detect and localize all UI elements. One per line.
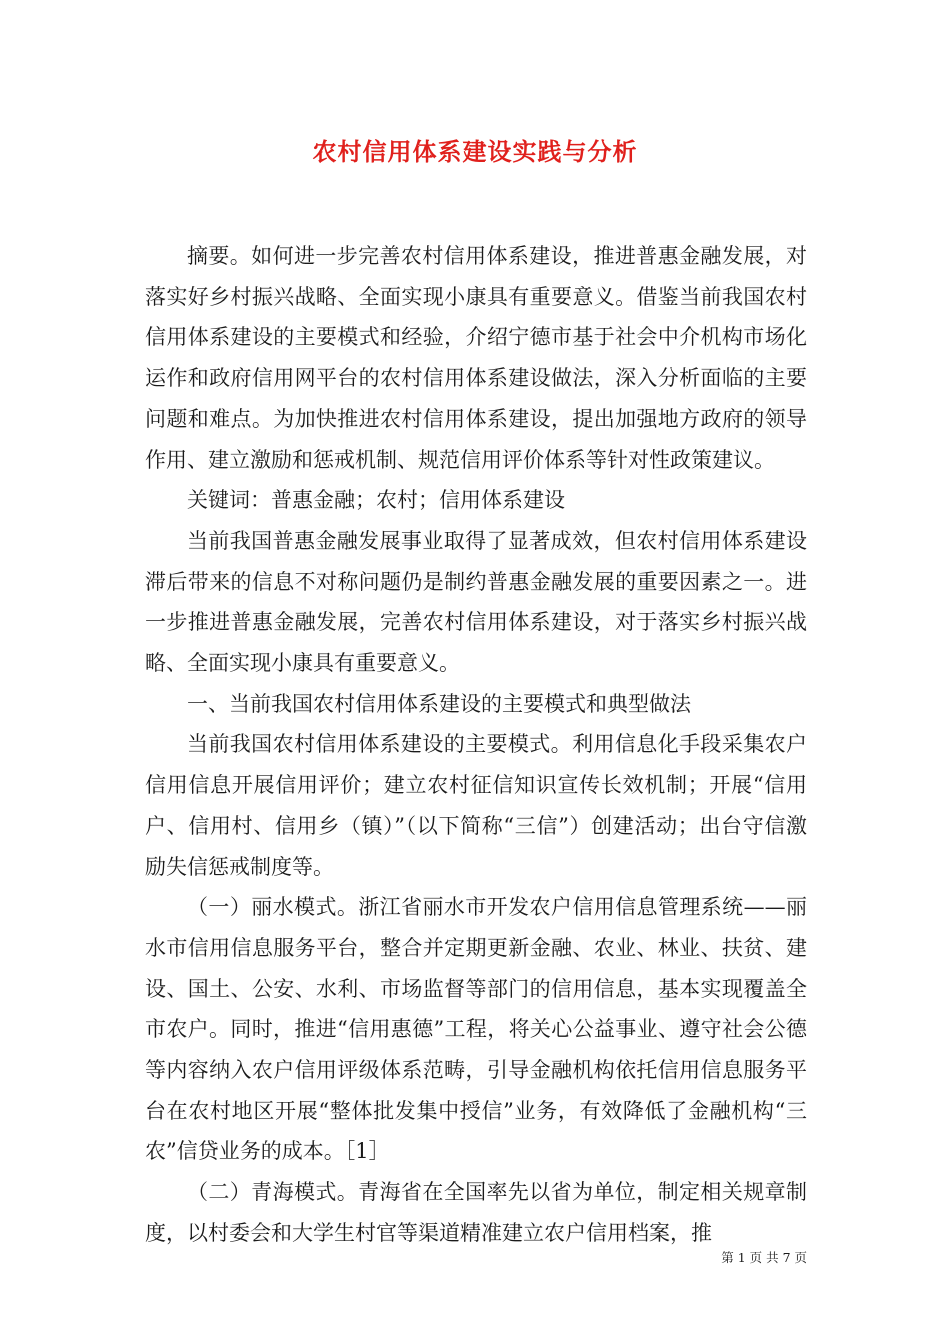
section-heading: 一、当前我国农村信用体系建设的主要模式和典型做法 [187,691,691,716]
abstract-paragraph: 摘要。如何进一步完善农村信用体系建设，推进普惠金融发展，对落实好乡村振兴战略、全面实现小康具有重要意义。借鉴当前我国农村信用体系建设的主要模式和经验，介绍宁德市基于社会中介机构市场化运作和政府信用网平台的农村信用体系建设做法，深入分析面临的主要问题和难点。为加快推进农村信用体系建设，提出加强地方政府的领导作用、建立激励和惩戒机制、规范信用评价体系等针对性政策建议。 [145,244,807,472]
document-body [145,236,807,1254]
keywords-paragraph: 关键词：普惠金融；农村；信用体系建设 [187,488,565,513]
body-paragraph: 当前我国农村信用体系建设的主要模式。利用信息化手段采集农户信用信息开展信用评价；建立农村征信知识宣传长效机制；开展“信用户、信用村、信用乡（镇）”（以下简称“三信”）创建活动；出台守信激励失信惩戒制度等。 [145,732,807,879]
body-paragraph: （一）丽水模式。浙江省丽水市开发农户信用信息管理系统——丽水市信用信息服务平台，整合并定期更新金融、农业、林业、扶贫、建设、国土、公安、水利、市场监督等部门的信用信息，基本实现覆盖全市农户。同时，推进“信用惠德”工程，将关心公益事业、遵守社会公德等内容纳入农户信用评级体系范畴，引导金融机构依托信用信息服务平台在农村地区开展“整体批发集中授信”业务，有效降低了金融机构“三农”信贷业务的成本。［1］ [145,895,807,1164]
page-number: 第 1 页 共 7 页 [721,1250,807,1265]
intro-paragraph: 当前我国普惠金融发展事业取得了显著成效，但农村信用体系建设滞后带来的信息不对称问题仍是制约普惠金融发展的重要因素之一。进一步推进普惠金融发展，完善农村信用体系建设，对于落实乡村振兴战略、全面实现小康具有重要意义。 [145,528,807,676]
document-title: 农村信用体系建设实践与分析 [312,137,638,166]
body-paragraph: （二）青海模式。青海省在全国率先以省为单位，制定相关规章制度，以村委会和大学生村官等渠道精准建立农户信用档案，推 [145,1180,807,1245]
